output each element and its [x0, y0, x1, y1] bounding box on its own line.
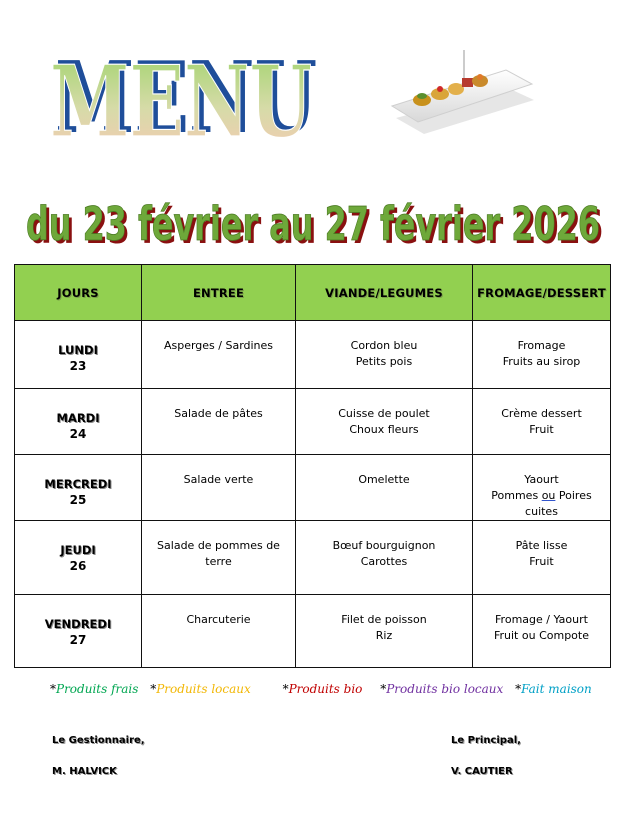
legend-item-fait-maison: *Fait maison [515, 682, 592, 696]
day-number: 24 [69, 427, 87, 441]
entree-cell: Asperges / Sardines [142, 321, 296, 389]
menu-wordart [44, 28, 324, 148]
principal-role: Le Principal, [451, 735, 521, 746]
day-name: JEUDI [60, 543, 96, 557]
dessert-cell: Crème dessert Fruit [473, 389, 611, 455]
viande-cell: Cuisse de poulet Choux fleurs [296, 389, 473, 455]
principal-name: V. CAUTIER [451, 766, 513, 777]
date-range-heading [20, 188, 610, 258]
gestionnaire-name: M. HALVICK [52, 766, 117, 777]
menu-table [14, 264, 611, 668]
menu-title [44, 28, 324, 148]
header-jours: JOURS [15, 265, 142, 321]
table-row [15, 595, 611, 668]
svg-text:du 23 février au 27 février 20: du 23 février au 27 février 2026 [29, 200, 603, 254]
day-cell [15, 455, 142, 521]
day-cell [15, 521, 142, 595]
header-fromage-dessert: FROMAGE/DESSERT [473, 265, 611, 321]
legend-item-produits-bio-locaux: *Produits bio locaux [380, 682, 504, 696]
entree-cell: Salade de pâtes [142, 389, 296, 455]
viande-cell: Filet de poisson Riz [296, 595, 473, 668]
entree-cell: Charcuterie [142, 595, 296, 668]
day-name: VENDREDI [44, 617, 112, 631]
day-number: 25 [69, 493, 87, 507]
day-number: 27 [69, 633, 87, 647]
gestionnaire-role: Le Gestionnaire, [52, 735, 145, 746]
legend-item-produits-frais: *Produits frais [50, 682, 139, 696]
day-cell [15, 595, 142, 668]
viande-cell: Bœuf bourguignon Carottes [296, 521, 473, 595]
day-cell [15, 321, 142, 389]
header-entree: ENTREE [142, 265, 296, 321]
viande-cell: Omelette [296, 455, 473, 521]
dessert-cell: Pâte lisse Fruit [473, 521, 611, 595]
day-name: LUNDI [58, 343, 98, 357]
day-cell [15, 389, 142, 455]
date-range-text: du 23 février au 27 février 2026 [26, 197, 600, 251]
day-number: 26 [69, 559, 87, 573]
legend-item-produits-bio: *Produits bio [282, 682, 363, 696]
day-number: 23 [69, 359, 87, 373]
day-name: MARDI [56, 411, 100, 425]
dessert-cell: Fromage / Yaourt Fruit ou Compote [473, 595, 611, 668]
table-row [15, 321, 611, 389]
dish-image [388, 48, 538, 143]
table-row [15, 455, 611, 521]
legend-item-produits-locaux: *Produits locaux [150, 682, 251, 696]
ou-word: ou [541, 489, 556, 502]
dessert-cell: Yaourt Pommes ou Poires cuites [473, 455, 611, 521]
table-row [15, 389, 611, 455]
dessert-cell: Fromage Fruits au sirop [473, 321, 611, 389]
menu-title-text: MENU [50, 45, 312, 148]
product-legend [50, 682, 610, 696]
table-row [15, 521, 611, 595]
day-name: MERCREDI [44, 477, 112, 491]
entree-cell: Salade de pommes de terre [142, 521, 296, 595]
table-header-row [15, 265, 611, 321]
viande-cell: Cordon bleu Petits pois [296, 321, 473, 389]
entree-cell: Salade verte [142, 455, 296, 521]
header-viande-legumes: VIANDE/LEGUMES [296, 265, 473, 321]
svg-text:MENU: MENU [55, 41, 317, 148]
